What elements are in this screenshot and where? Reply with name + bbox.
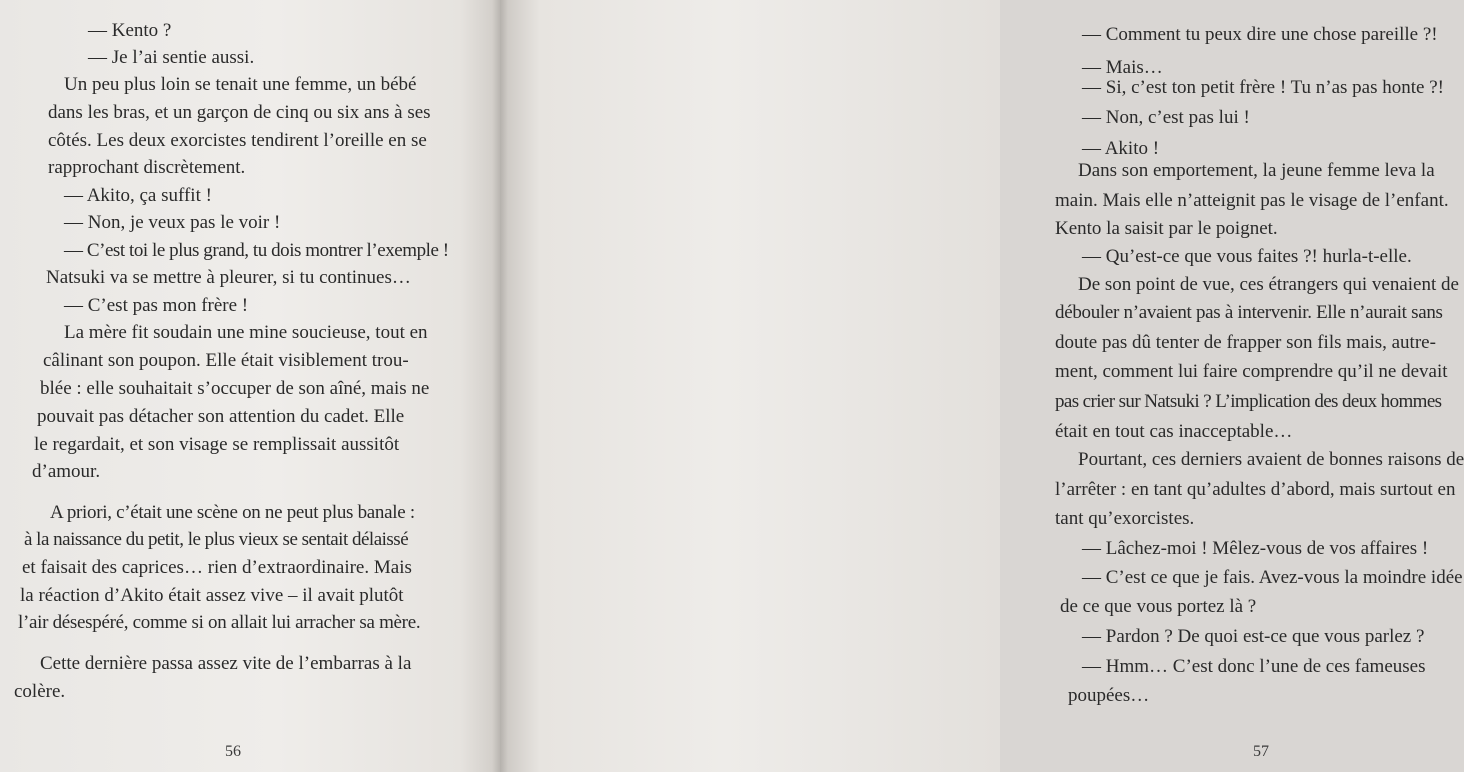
left-page <box>0 0 500 772</box>
text-line: — Akito ! <box>1082 138 1160 159</box>
text-line: tant qu’exorcistes. <box>1055 508 1195 529</box>
text-line: — Si, c’est ton petit frère ! Tu n’as pas honte ?! <box>1082 77 1444 98</box>
text-line: — Non, c’est pas lui ! <box>1082 107 1250 128</box>
text-line: — Kento ? <box>88 20 172 41</box>
text-line: doute pas dû tenter de frapper son fils mais, autre- <box>1055 332 1436 353</box>
text-line: Kento la saisit par le poignet. <box>1055 218 1278 239</box>
text-line: l’arrêter : en tant qu’adultes d’abord, mais surtout en <box>1055 479 1456 500</box>
text-line: — C’est pas mon frère ! <box>64 295 249 316</box>
text-line: poupées… <box>1068 685 1150 706</box>
text-line: main. Mais elle n’atteignit pas le visage de l’enfant. <box>1055 190 1449 211</box>
text-line: — Mais… <box>1082 57 1163 78</box>
text-line: colère. <box>14 681 66 702</box>
text-line: côtés. Les deux exorcistes tendirent l’oreille en se <box>48 130 427 151</box>
text-line: — Akito, ça suffit ! <box>64 185 212 206</box>
text-line: le regardait, et son visage se remplissait aussitôt <box>34 434 400 455</box>
text-line: — Hmm… C’est donc l’une de ces fameuses <box>1082 656 1426 677</box>
text-line: ment, comment lui faire comprendre qu’il ne devait <box>1055 361 1448 382</box>
text-line: — Non, je veux pas le voir ! <box>64 212 281 233</box>
text-line: Cette dernière passa assez vite de l’embarras à la <box>40 653 412 674</box>
text-line: — C’est ce que je fais. Avez-vous la moindre idée <box>1082 567 1463 588</box>
text-line: à la naissance du petit, le plus vieux se sentait délaissé <box>24 529 409 550</box>
text-line: dans les bras, et un garçon de cinq ou six ans à ses <box>48 102 431 123</box>
text-line: pas crier sur Natsuki ? L’implication des deux hommes <box>1055 391 1442 412</box>
text-line: — Qu’est-ce que vous faites ?! hurla-t-elle. <box>1082 246 1412 267</box>
text-line: était en tout cas inacceptable… <box>1055 421 1293 442</box>
text-line: — Comment tu peux dire une chose pareille ?! <box>1082 24 1438 45</box>
text-line: La mère fit soudain une mine soucieuse, tout en <box>64 322 428 343</box>
page-number: 57 <box>1253 743 1269 760</box>
text-line: — Je l’ai sentie aussi. <box>88 47 255 68</box>
text-line: — C’est toi le plus grand, tu dois montrer l’exemple ! <box>64 240 449 261</box>
text-line: — Lâchez-moi ! Mêlez-vous de vos affaires ! <box>1082 538 1429 559</box>
text-line: de ce que vous portez là ? <box>1060 596 1257 617</box>
text-line: câlinant son poupon. Elle était visiblement trou- <box>43 350 409 371</box>
text-line: débouler n’avaient pas à intervenir. Elle n’aurait sans <box>1055 302 1443 323</box>
text-line: et faisait des caprices… rien d’extraordinaire. Mais <box>22 557 412 578</box>
text-line: A priori, c’était une scène on ne peut plus banale : <box>50 502 415 523</box>
page-number: 56 <box>225 743 241 760</box>
text-line: d’amour. <box>32 461 101 482</box>
right-page <box>500 0 1464 772</box>
text-line: rapprochant discrètement. <box>48 157 246 178</box>
text-line: De son point de vue, ces étrangers qui venaient de <box>1078 274 1459 295</box>
text-line: la réaction d’Akito était assez vive – il avait plutôt <box>20 585 404 606</box>
text-line: l’air désespéré, comme si on allait lui arracher sa mère. <box>18 612 421 633</box>
text-line: — Pardon ? De quoi est-ce que vous parlez ? <box>1082 626 1425 647</box>
text-line: Natsuki va se mettre à pleurer, si tu continues… <box>46 267 411 288</box>
text-line: blée : elle souhaitait s’occuper de son aîné, mais ne <box>40 378 430 399</box>
text-line: Un peu plus loin se tenait une femme, un bébé <box>64 74 417 95</box>
text-line: Pourtant, ces derniers avaient de bonnes raisons de <box>1078 449 1464 470</box>
text-line: pouvait pas détacher son attention du cadet. Elle <box>37 406 405 427</box>
text-line: Dans son emportement, la jeune femme leva la <box>1078 160 1435 181</box>
